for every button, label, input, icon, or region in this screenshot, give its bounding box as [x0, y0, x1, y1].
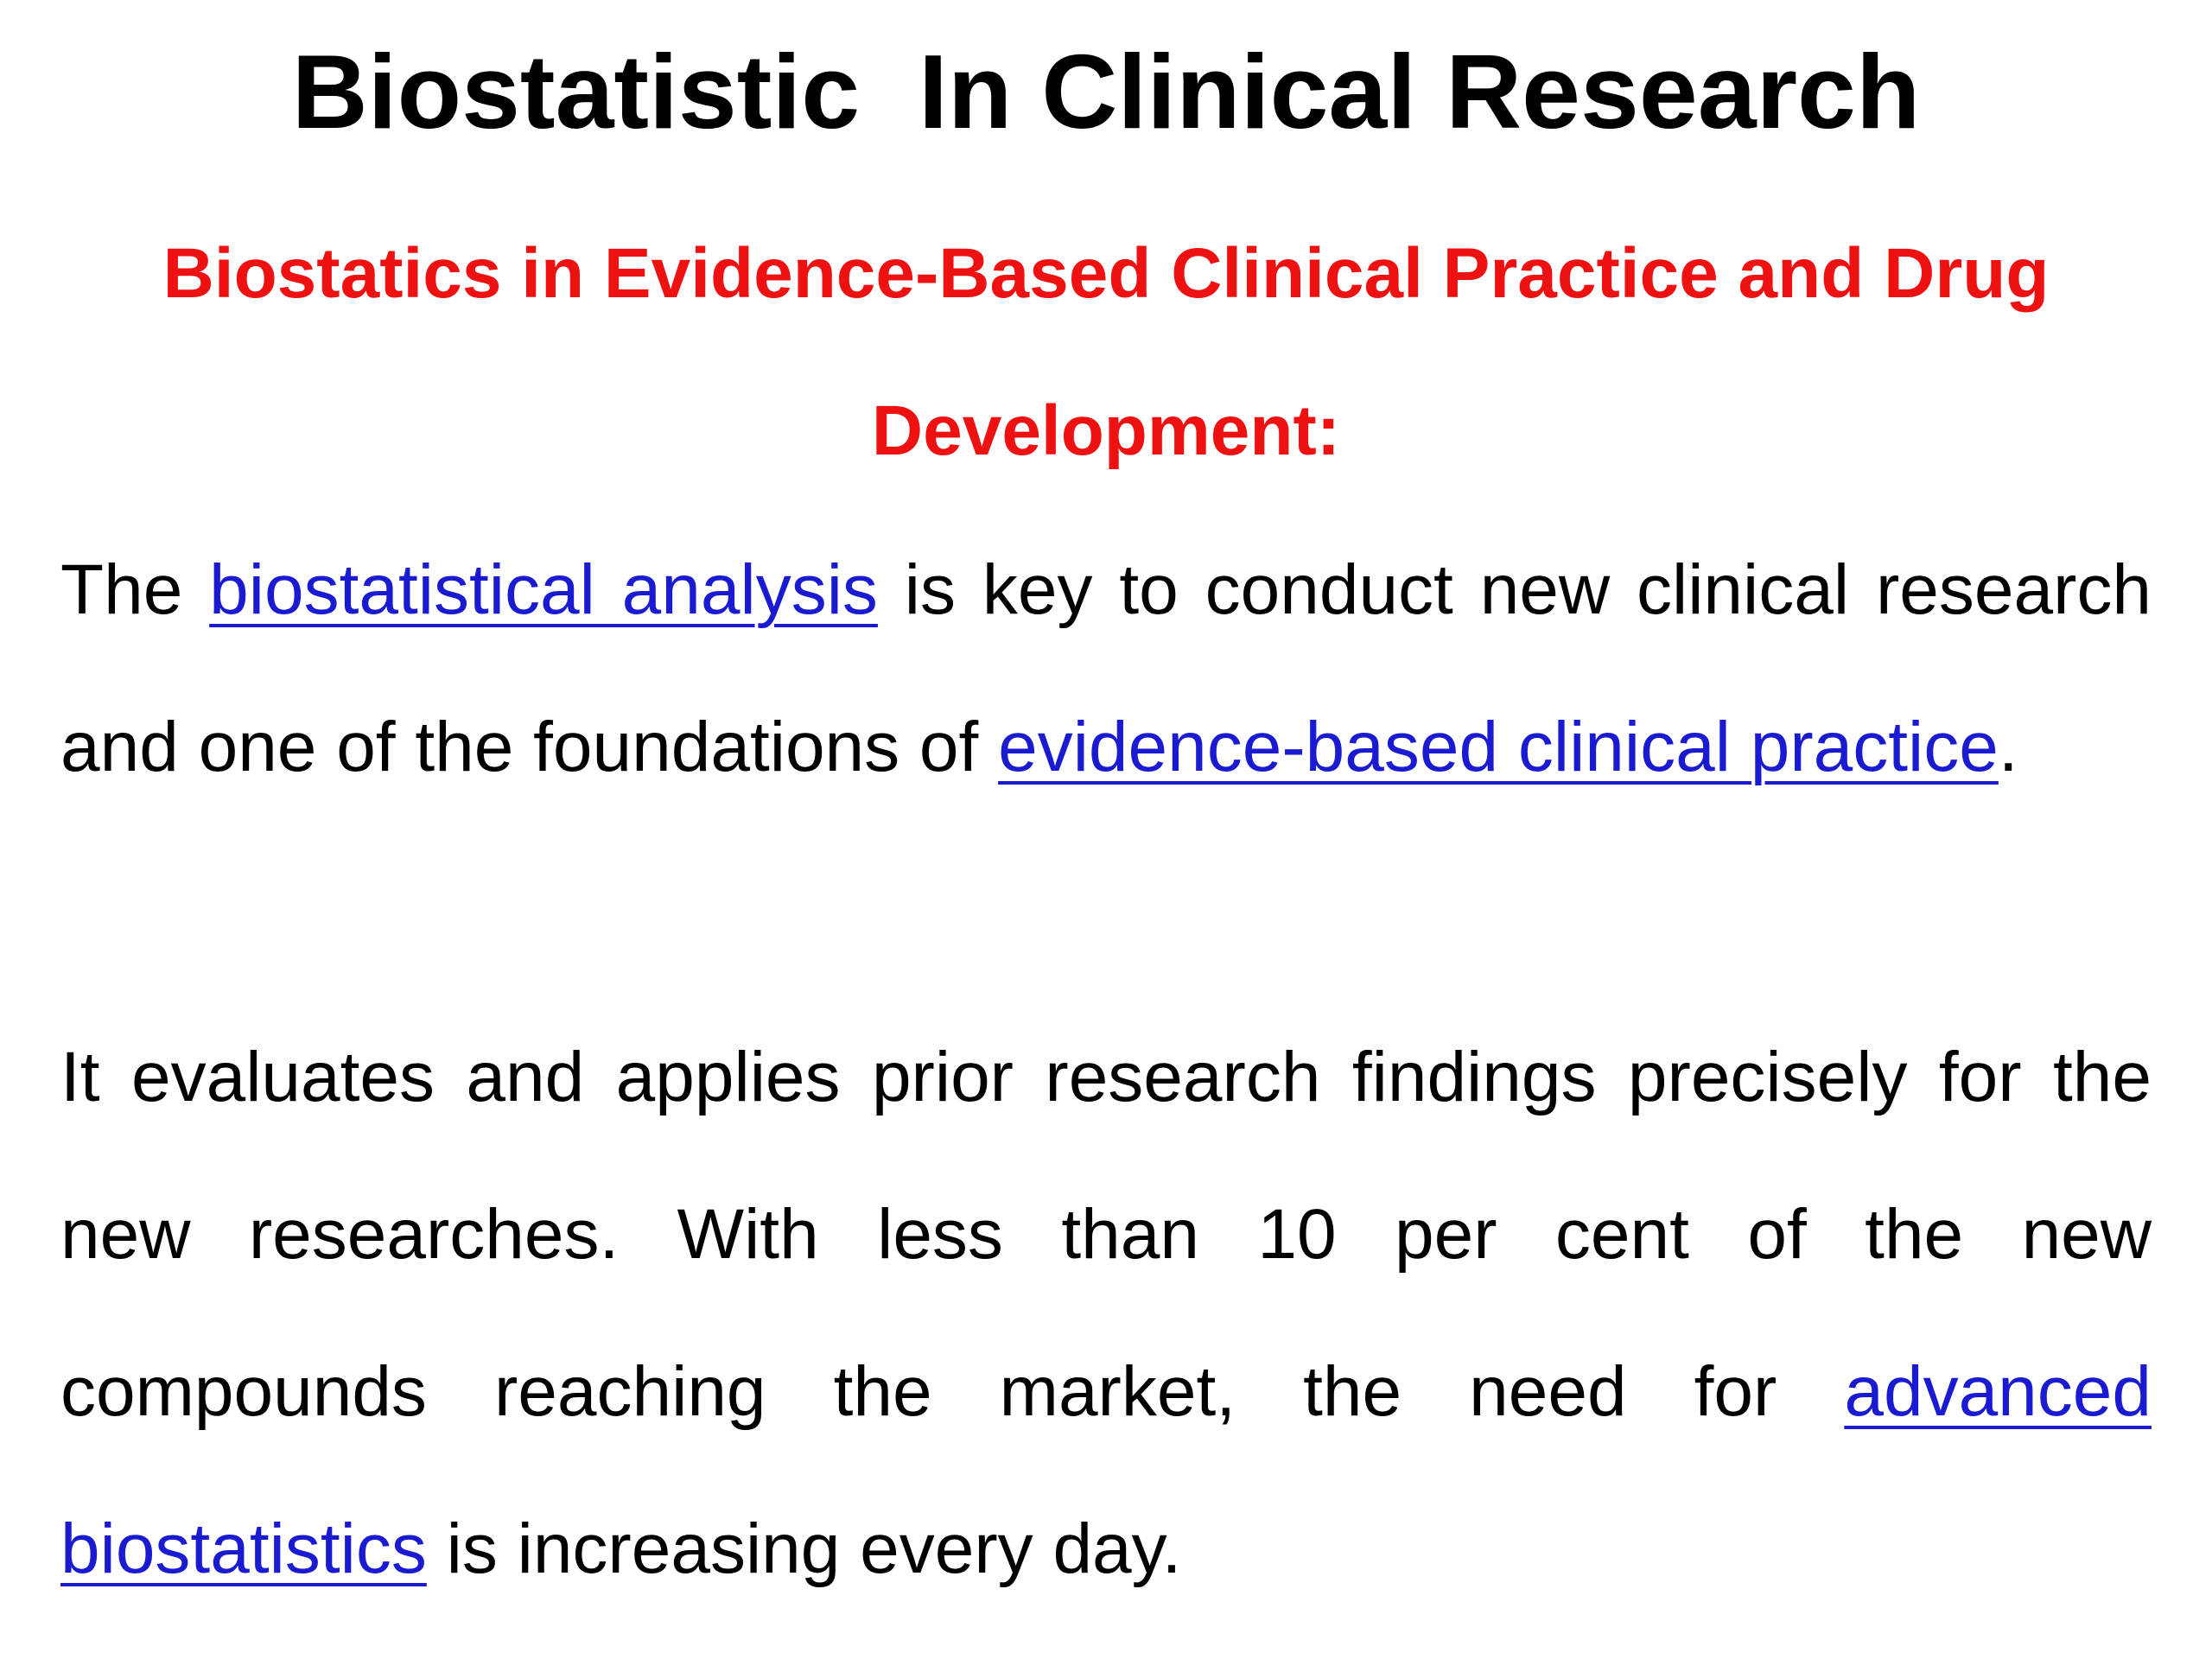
paragraph-2-text-a: It evaluates and applies prior research findings precisely for the new researches. With less than 10 per cent of the new compounds reaching the market, the need for [60, 1038, 2152, 1431]
evidence-based-clinical-practice-link[interactable]: evidence-based clinical practice [998, 708, 1999, 786]
paragraph-1-text-b: is key to conduct new clinical research and one of the foundations of [60, 550, 2152, 786]
biostatistical-analysis-link[interactable]: biostatistical analysis [209, 550, 878, 629]
paragraph-1-text-c: . [1998, 708, 2018, 786]
advanced-biostatistics-link[interactable]: advanced biostatistics [60, 1352, 2152, 1588]
paragraph-2 [60, 999, 2152, 1628]
paragraph-1-text-a: The [60, 550, 210, 629]
slide-subtitle: Biostatics in Evidence-Based Clinical Practice and Drug Development: [162, 234, 2050, 470]
paragraph-2-text-b: is increasing every day. [426, 1510, 1182, 1588]
paragraph-1 [60, 512, 2152, 826]
slide-title: Biostatistic In Clinical Research [291, 33, 1921, 150]
